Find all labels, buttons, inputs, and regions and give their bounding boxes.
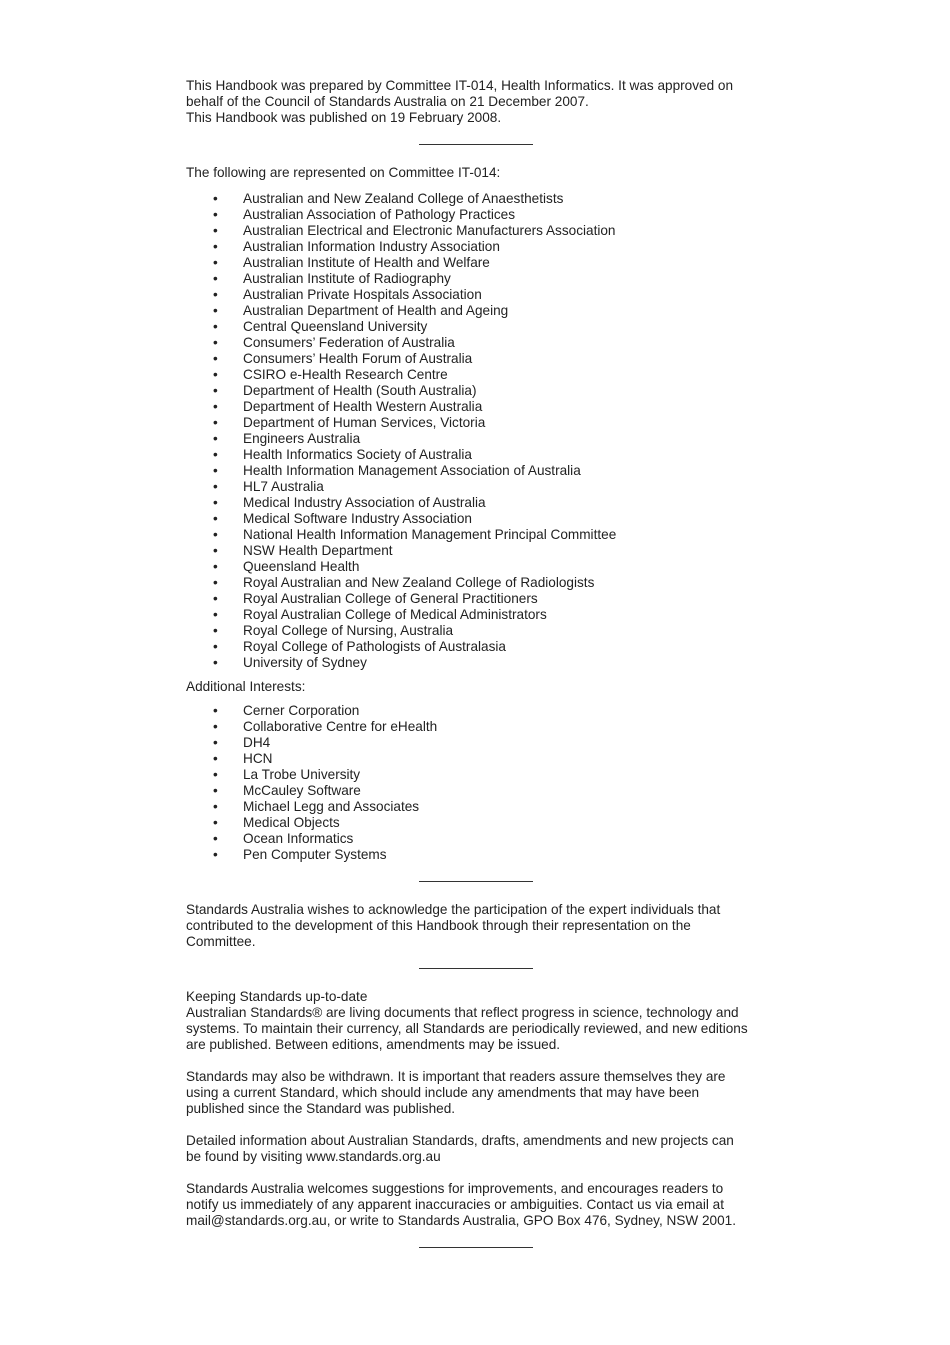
bullet-icon: • bbox=[213, 575, 218, 590]
bullet-icon: • bbox=[213, 479, 218, 494]
bullet-icon: • bbox=[213, 287, 218, 302]
list-item-text: Australian and New Zealand College of Anaesthetists bbox=[243, 191, 564, 206]
list-item bbox=[186, 767, 776, 783]
list-item-text: Ocean Informatics bbox=[243, 831, 354, 846]
list-item bbox=[186, 335, 776, 351]
list-item-text: Australian Association of Pathology Practices bbox=[243, 207, 516, 222]
acknowledgement-line: contributed to the development of this Handbook through their representation on the bbox=[186, 918, 691, 933]
list-item-text: Engineers Australia bbox=[243, 431, 361, 446]
bullet-icon: • bbox=[213, 431, 218, 446]
bullet-icon: • bbox=[213, 367, 218, 382]
intro-paragraph bbox=[186, 78, 776, 126]
bullet-icon: • bbox=[213, 447, 218, 462]
paragraph-line: are published. Between editions, amendments may be issued. bbox=[186, 1037, 561, 1052]
list-item bbox=[186, 655, 776, 671]
paragraph-line: using a current Standard, which should include any amendments that may have been bbox=[186, 1085, 700, 1100]
acknowledgement-line: Committee. bbox=[186, 934, 256, 949]
list-item-text: Australian Department of Health and Ageing bbox=[243, 303, 509, 318]
paragraph-line: systems. To maintain their currency, all Standards are periodically reviewed, and new editions bbox=[186, 1021, 748, 1036]
bullet-icon: • bbox=[213, 639, 218, 654]
list-item bbox=[186, 703, 776, 719]
list-item-text: Cerner Corporation bbox=[243, 703, 360, 718]
bullet-icon: • bbox=[213, 271, 218, 286]
bullet-icon: • bbox=[213, 191, 218, 206]
list-item bbox=[186, 527, 776, 543]
list-item bbox=[186, 223, 776, 239]
list-item-text: Consumers’ Health Forum of Australia bbox=[243, 351, 473, 366]
list-item-text: Collaborative Centre for eHealth bbox=[243, 719, 438, 734]
list-item bbox=[186, 735, 776, 751]
list-item-text: Australian Private Hospitals Association bbox=[243, 287, 482, 302]
bullet-icon: • bbox=[213, 623, 218, 638]
bullet-icon: • bbox=[213, 255, 218, 270]
list-item-text: McCauley Software bbox=[243, 783, 361, 798]
list-item-text: Pen Computer Systems bbox=[243, 847, 387, 862]
acknowledgement-paragraph bbox=[186, 902, 776, 950]
section-divider bbox=[419, 1247, 533, 1248]
list-item-text: Central Queensland University bbox=[243, 319, 428, 334]
bullet-icon: • bbox=[213, 415, 218, 430]
bullet-icon: • bbox=[213, 767, 218, 782]
paragraph-line: Australian Standards® are living documents that reflect progress in science, technology and bbox=[186, 1005, 739, 1020]
list-item-text: Australian Information Industry Association bbox=[243, 239, 500, 254]
list-item-text: La Trobe University bbox=[243, 767, 361, 782]
list-item bbox=[186, 495, 776, 511]
bullet-icon: • bbox=[213, 383, 218, 398]
bullet-icon: • bbox=[213, 831, 218, 846]
list-item bbox=[186, 815, 776, 831]
bullet-icon: • bbox=[213, 303, 218, 318]
up-to-date-heading: Keeping Standards up-to-date bbox=[186, 989, 368, 1004]
list-item bbox=[186, 847, 776, 863]
committee-members-list bbox=[186, 191, 776, 671]
list-item-text: National Health Information Management Principal Committee bbox=[243, 527, 617, 542]
list-item-text: Australian Electrical and Electronic Manufacturers Association bbox=[243, 223, 616, 238]
committee-heading: The following are represented on Committee IT-014: bbox=[186, 165, 501, 180]
document-page bbox=[186, 78, 776, 1248]
list-item bbox=[186, 367, 776, 383]
list-item bbox=[186, 623, 776, 639]
list-item-text: NSW Health Department bbox=[243, 543, 393, 558]
list-item bbox=[186, 639, 776, 655]
list-item bbox=[186, 239, 776, 255]
list-item bbox=[186, 271, 776, 287]
contact-paragraph bbox=[186, 1181, 776, 1229]
list-item-text: HCN bbox=[243, 751, 273, 766]
list-item bbox=[186, 751, 776, 767]
list-item-text: Royal Australian College of Medical Administrators bbox=[243, 607, 547, 622]
paragraph-line: published since the Standard was published. bbox=[186, 1101, 456, 1116]
list-item-text: Australian Institute of Health and Welfare bbox=[243, 255, 490, 270]
list-item-text: Medical Software Industry Association bbox=[243, 511, 472, 526]
list-item bbox=[186, 559, 776, 575]
list-item bbox=[186, 319, 776, 335]
list-item bbox=[186, 463, 776, 479]
bullet-icon: • bbox=[213, 655, 218, 670]
paragraph-line: mail@standards.org.au, or write to Standards Australia, GPO Box 476, Sydney, NSW 2001. bbox=[186, 1213, 737, 1228]
bullet-icon: • bbox=[213, 607, 218, 622]
list-item-text: Department of Health Western Australia bbox=[243, 399, 483, 414]
intro-line: This Handbook was published on 19 February 2008. bbox=[186, 110, 502, 125]
bullet-icon: • bbox=[213, 751, 218, 766]
bullet-icon: • bbox=[213, 703, 218, 718]
list-item bbox=[186, 719, 776, 735]
bullet-icon: • bbox=[213, 735, 218, 750]
list-item bbox=[186, 799, 776, 815]
list-item-text: Department of Health (South Australia) bbox=[243, 383, 477, 398]
list-item-text: Health Informatics Society of Australia bbox=[243, 447, 472, 462]
bullet-icon: • bbox=[213, 207, 218, 222]
list-item bbox=[186, 783, 776, 799]
list-item bbox=[186, 255, 776, 271]
list-item-text: Royal Australian College of General Practitioners bbox=[243, 591, 538, 606]
list-item bbox=[186, 191, 776, 207]
information-paragraph bbox=[186, 1133, 776, 1165]
acknowledgement-line: Standards Australia wishes to acknowledge the participation of the expert individuals that bbox=[186, 902, 721, 917]
list-item-text: Consumers’ Federation of Australia bbox=[243, 335, 455, 350]
list-item bbox=[186, 351, 776, 367]
list-item bbox=[186, 511, 776, 527]
withdrawn-paragraph bbox=[186, 1069, 776, 1117]
bullet-icon: • bbox=[213, 399, 218, 414]
list-item bbox=[186, 575, 776, 591]
list-item-text: HL7 Australia bbox=[243, 479, 324, 494]
list-item bbox=[186, 831, 776, 847]
additional-interests-heading: Additional Interests: bbox=[186, 679, 306, 694]
list-item-text: Queensland Health bbox=[243, 559, 360, 574]
additional-interests-list bbox=[186, 703, 776, 863]
list-item-text: Medical Industry Association of Australia bbox=[243, 495, 486, 510]
paragraph-line: Standards may also be withdrawn. It is important that readers assure themselves they are bbox=[186, 1069, 726, 1084]
bullet-icon: • bbox=[213, 351, 218, 366]
bullet-icon: • bbox=[213, 815, 218, 830]
bullet-icon: • bbox=[213, 847, 218, 862]
list-item-text: Royal College of Nursing, Australia bbox=[243, 623, 454, 638]
intro-line: behalf of the Council of Standards Australia on 21 December 2007. bbox=[186, 94, 589, 109]
bullet-icon: • bbox=[213, 719, 218, 734]
list-item bbox=[186, 447, 776, 463]
bullet-icon: • bbox=[213, 335, 218, 350]
bullet-icon: • bbox=[213, 591, 218, 606]
bullet-icon: • bbox=[213, 463, 218, 478]
paragraph-line: Detailed information about Australian Standards, drafts, amendments and new projects can bbox=[186, 1133, 734, 1148]
list-item bbox=[186, 479, 776, 495]
list-item-text: Department of Human Services, Victoria bbox=[243, 415, 486, 430]
list-item bbox=[186, 303, 776, 319]
list-item-text: Medical Objects bbox=[243, 815, 340, 830]
list-item-text: Royal Australian and New Zealand College of Radiologists bbox=[243, 575, 595, 590]
list-item bbox=[186, 543, 776, 559]
bullet-icon: • bbox=[213, 527, 218, 542]
list-item bbox=[186, 207, 776, 223]
list-item bbox=[186, 591, 776, 607]
list-item bbox=[186, 287, 776, 303]
bullet-icon: • bbox=[213, 783, 218, 798]
intro-line: This Handbook was prepared by Committee IT-014, Health Informatics. It was approved on bbox=[186, 78, 734, 93]
up-to-date-paragraph bbox=[186, 1005, 776, 1053]
list-item bbox=[186, 415, 776, 431]
list-item-text: DH4 bbox=[243, 735, 271, 750]
bullet-icon: • bbox=[213, 239, 218, 254]
list-item-text: Health Information Management Association of Australia bbox=[243, 463, 581, 478]
list-item bbox=[186, 399, 776, 415]
paragraph-line: be found by visiting www.standards.org.au bbox=[186, 1149, 441, 1164]
bullet-icon: • bbox=[213, 559, 218, 574]
paragraph-line: notify us immediately of any apparent inaccuracies or ambiguities. Contact us via email at bbox=[186, 1197, 724, 1212]
list-item bbox=[186, 431, 776, 447]
list-item-text: Australian Institute of Radiography bbox=[243, 271, 451, 286]
list-item-text: Royal College of Pathologists of Australasia bbox=[243, 639, 506, 654]
bullet-icon: • bbox=[213, 223, 218, 238]
list-item bbox=[186, 383, 776, 399]
bullet-icon: • bbox=[213, 799, 218, 814]
list-item-text: Michael Legg and Associates bbox=[243, 799, 420, 814]
bullet-icon: • bbox=[213, 495, 218, 510]
list-item-text: CSIRO e-Health Research Centre bbox=[243, 367, 448, 382]
bullet-icon: • bbox=[213, 543, 218, 558]
list-item-text: University of Sydney bbox=[243, 655, 367, 670]
bullet-icon: • bbox=[213, 319, 218, 334]
paragraph-line: Standards Australia welcomes suggestions for improvements, and encourages readers to bbox=[186, 1181, 724, 1196]
bullet-icon: • bbox=[213, 511, 218, 526]
list-item bbox=[186, 607, 776, 623]
